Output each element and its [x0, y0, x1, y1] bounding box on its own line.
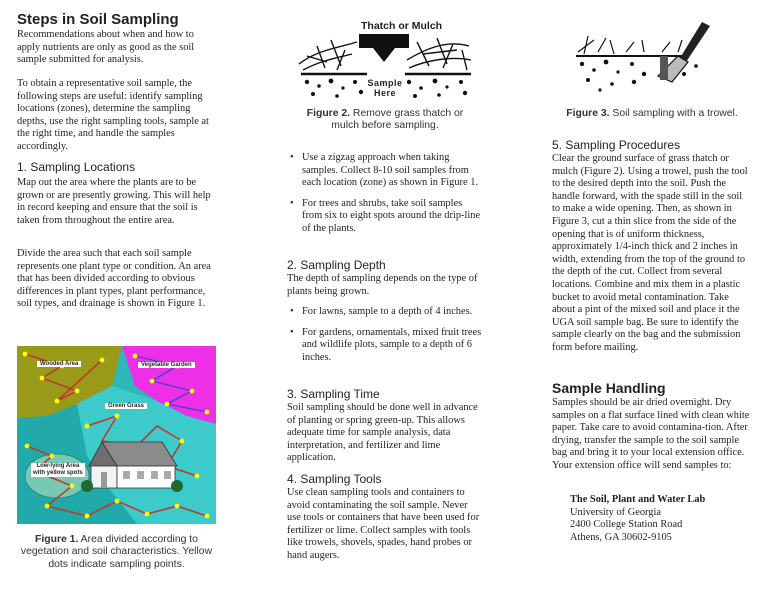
address-line: University of Georgia	[570, 506, 661, 518]
figure-1-caption-label: Figure 1.	[35, 534, 79, 545]
label-here: Here	[373, 88, 396, 98]
list-item: • For trees and shrubs, take soil samples from six to eight spots around the drip-line of the plants.	[287, 198, 483, 236]
list-item: • For gardens, ornamentals, mixed fruit trees and wildlife plots, sample to a depth of 6 inches.	[287, 327, 483, 365]
section-heading-sampling-time: 3. Sampling Time	[287, 387, 380, 401]
figure-1-caption	[17, 534, 216, 571]
page-title: Steps in Soil Sampling	[17, 11, 179, 28]
figure-2-caption-text: Remove grass thatch or mulch before sampling.	[331, 108, 464, 132]
sampling-locations-paragraph-2: Divide the area such that each soil sample represents one plant type or condition. An area that has been divided according to obvious differences in plant types, plant performance, soil types, and drainage is shown in Figure 1.	[17, 248, 211, 310]
lab-name: The Soil, Plant and Water Lab	[570, 494, 706, 505]
figure-2-illustration	[297, 20, 473, 102]
figure-2-caption-label: Figure 2.	[306, 108, 351, 119]
label-low-lying-area	[31, 463, 85, 477]
intro-paragraph-2: To obtain a representative soil sample, the following steps are useful: identify sampling locations (zones), determine the sampling depths, use the right sampling tools, sample at the right time, and handle the samples accordingly.	[17, 78, 209, 152]
figure-1-caption-text: Area divided according to vegetation and soil characteristics. Yellow dots indicate sampling points.	[20, 534, 213, 570]
label-sample-here	[367, 78, 403, 98]
intro-paragraph-1: Recommendations about when and how to apply nutrients are only as good as the soil sample submitted for analysis.	[17, 29, 195, 66]
sampling-time-paragraph: Soil sampling should be done well in advance of planting or spring green-up. This allows adequate time for sample analysis, data interpretation, and fertilizer and lime application.	[287, 402, 478, 464]
sampling-depth-paragraph: The depth of sampling depends on the type of plants being grown.	[287, 273, 478, 297]
figure-1-map	[17, 346, 216, 524]
list-item: • For lawns, sample to a depth of 4 inches.	[287, 306, 483, 319]
sampling-procedures-paragraph: Clear the ground surface of grass thatch or mulch (Figure 2). Using a trowel, push the tool to the desired depth into the soil. Push the handle forward, with the spade still in the soil to make a wide opening. Then, as shown in Figure 3, cut a thin slice from the side of the opening that is of uniform thickness, approximately 1/4-inch thick and 2 inches in width, extending from the top of the ground to the depth of the cut. Collect from several locations. Combine and mix them in a plastic bucket to avoid metal contamination. Take about a pint of the mixed soil and place it the UGA soil sample bag. Be sure to identify the sample clearly on the bag and the submission form before mailing.	[552, 153, 748, 353]
trowel-drawing	[574, 18, 714, 98]
label-green-grass: Green Grass	[105, 403, 147, 409]
section-heading-sampling-procedures: 5. Sampling Procedures	[552, 138, 681, 152]
sampling-tools-paragraph: Use clean sampling tools and containers to avoid contaminating the soil sample. Never use tools or containers that have been used for fertilizer or lime. Collect samples with tools like trowels, shovels, spades, hand probes or hand augers.	[287, 487, 480, 561]
address-line: Athens, GA 30602-9105	[570, 531, 672, 543]
section-heading-sample-handling: Sample Handling	[552, 380, 666, 396]
section-heading-sampling-depth: 2. Sampling Depth	[287, 258, 386, 272]
label-low-lying-line-1: Low-lying Area	[36, 463, 80, 469]
sample-handling-paragraph: Samples should be air dried overnight. Dry samples on a flat surface lined with clean white paper. Take care to avoid contamina-tion. After drying, transfer the sample to the soil sample bag and bring it to your local extension office. Your extension office will send samples to:	[552, 397, 750, 471]
sampling-depth-list	[287, 306, 483, 364]
figure-2-caption	[295, 108, 475, 133]
sampling-locations-paragraph-1: Map out the area where the plants are to be grown or are presently growing. This will help in record keeping and ensure that the soil is taken from throughout the entire area.	[17, 177, 211, 226]
figure-3-caption-label: Figure 3.	[566, 108, 610, 119]
zone-map-illustration	[17, 346, 216, 524]
section-heading-sampling-locations: 1. Sampling Locations	[17, 160, 136, 174]
sampling-approach-list	[287, 152, 483, 236]
figure-3-caption-text: Soil sampling with a trowel.	[609, 108, 738, 119]
lab-address	[570, 494, 705, 544]
label-sample: Sample	[367, 78, 403, 88]
label-low-lying-line-2: with yellow spots	[33, 470, 83, 476]
label-vegetable-garden: Vegetable Garden	[138, 362, 195, 368]
section-heading-sampling-tools: 4. Sampling Tools	[287, 472, 382, 486]
label-thatch-or-mulch: Thatch or Mulch	[361, 20, 443, 32]
list-item: • Use a zigzag approach when taking samples. Collect 8-10 soil samples from each location (zone) as shown in Figure 1.	[287, 152, 483, 190]
label-wooded-area: Wooded Area	[37, 361, 81, 367]
figure-3-caption	[552, 108, 752, 120]
address-line: 2400 College Station Road	[570, 519, 683, 531]
figure-3-illustration	[574, 18, 714, 98]
